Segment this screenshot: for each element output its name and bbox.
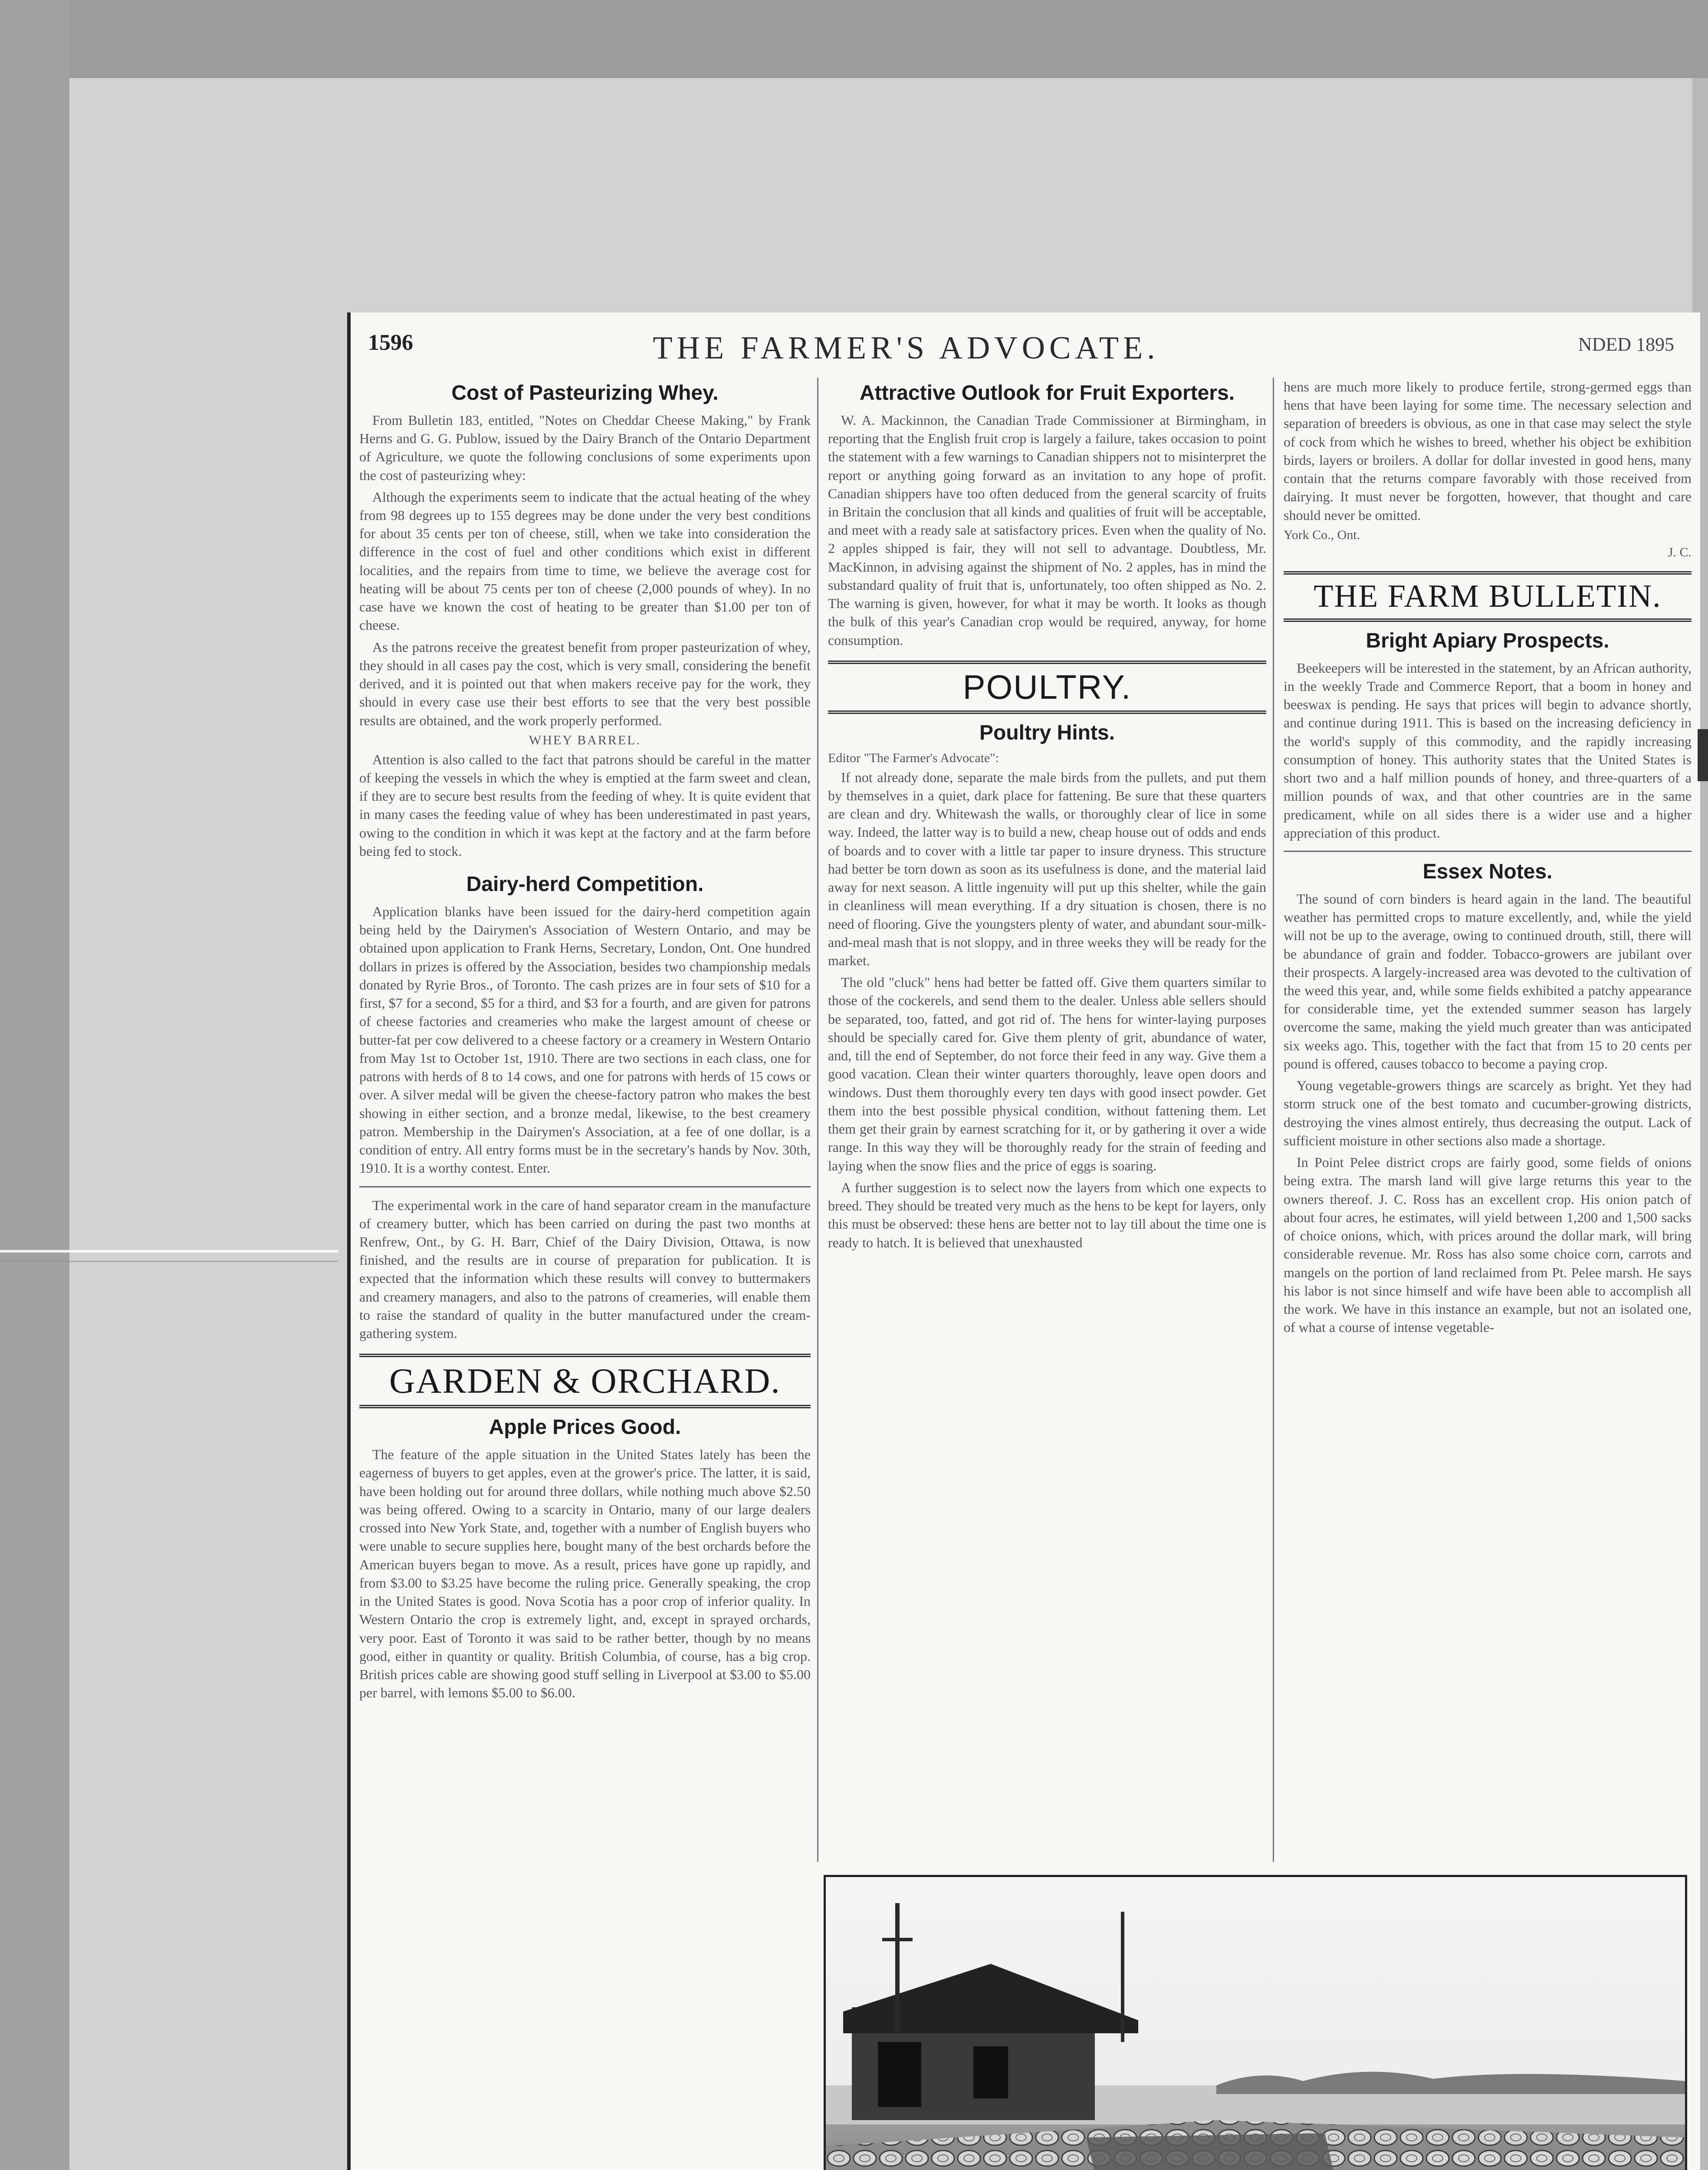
- article-paragraph: Beekeepers will be interested in the statement, by an African authority, in the weekly Trade and Commerce Report, that a boom in honey and beeswax is pending. He says that prices will begin to advance shortly, and continue during 1911. This is based on the increasing deficiency in the world's supply of this commodity, and the rapidly increasing consumption of honey. This authority states that the United States is short two and a half million pounds of honey, and three-quarters of a million pounds of wax, and that other countries are in the same predicament, while on all sides there is a wider use and a higher appreciation of this product.: [1284, 660, 1692, 841]
- subheading-whey-barrel: WHEY BARREL.: [529, 733, 641, 747]
- article-paragraph: Young vegetable-growers things are scarcely as bright. Yet they had storm struck one of the best tomato and cucumber-growing districts, destroying the vines almost entirely, thus decreasing the output. Lack of sufficient moisture in other sections also made a shortage.: [1284, 1078, 1692, 1148]
- paper-title: THE FARMER'S ADVOCATE.: [653, 330, 1159, 366]
- article-paragraph: Attention is also called to the fact that patrons should be careful in the matter of keeping the vessels in which the whey is emptied at the farm sweet and clean, if they are to secure best results from the feeding of whey. It is quite evident that in many cases the feeding value of whey has been underestimated in past years, owing to the condition in which it was kept at the factory and at the farm before being fed to stock.: [359, 751, 811, 859]
- article-divider: [1284, 851, 1692, 852]
- article-paragraph: The feature of the apple situation in the United States lately has been the eagerness of buyers to get apples, even at the grower's price. The latter, it is said, have been holding out for around three dollars, while nothing much above $2.50 was being offered. Owing to a scarcity in Ontario, many of our large dealers crossed into New York State, and, together with a number of English buyers who were unable to secure supplies here, bought many of the best orchards before the American buyers began to move. As a result, prices have gone up rapidly, and from $3.00 to $3.25 have become the ruling price. Generally speaking, the crop in the United States is good. Nova Scotia has a poor crop of inferior quality. In Western Ontario the crop is extremely light, and, except in sprayed orchards, very poor. East of Toronto it was said to be rather better, though by no means good, either in quantity or quality. British Columbia, of course, has a big crop. British prices cable are showing good stuff selling in Liverpool at $3.00 to $5.00 per barrel, with lemons $5.00 to $6.00.: [359, 1447, 811, 1701]
- article-paragraph: The old "cluck" hens had better be fatted off. Give them quarters similar to those of the cockerels, and send them to the dealer. Unless able sellers should be separated, too, fatted, and got rid of. The hens for winter-laying purposes should be specially cared for. Give them plenty of grit, abundance of water, and, till the end of September, do not force their feed in any way. Give them a good vacation. Clean their winter quarters thoroughly, leave open doors and windows. Dust them thoroughly every ten days with good insect powder. Get them into the best possible physical condition, without fattening them. Let them get their grain by earnest scratching for it, or by gathering it over a wide range. In this way they will be thoroughly ready for the strain of feeding and laying when the snow flies and the price of eggs is soaring.: [828, 974, 1266, 1174]
- photo-block: [824, 1875, 1692, 2170]
- article-title-fruit-exporters: Attractive Outlook for Fruit Exporters.: [859, 381, 1235, 404]
- article-title-poultry-hints: Poultry Hints.: [979, 721, 1115, 744]
- byline: Editor "The Farmer's Advocate":: [828, 750, 999, 765]
- article-paragraph: Application blanks have been issued for the dairy-herd competition again being held by the Dairymen's Association of Western Ontario, and may be obtained upon application to Frank Herns, Secretary, London, Ont. One hundred dollars in prizes is offered by the Association, besides two championship medals donated by Ryrie Bros., of Toronto. The cash prizes are in four sets of $10 for a first, $7 for a second, $5 for a third, and $3 for a fourth, and are given for patrons of cheese factories and creameries who make the largest amount of cheese or butter-fat per cow delivered to a cheese factory or a creamery in Western Ontario from May 1st to October 1st, 1910. There are two sections in each class, one for patrons with herds of 8 to 14 cows, and one for patrons with herds of 15 cows or over. A silver medal will be given the cheese-factory patron who makes the best showing in either section, and a bronze medal, likewise, to the best creamery patron. Membership in the Dairymen's Association, at a fee of one dollar, is a condition of entry. All entry forms must be in the secretary's hands by Nov. 30th, 1910. It is a worthy contest. Enter.: [359, 903, 811, 1176]
- article-paragraph: As the patrons receive the greatest benefit from proper pasteurization of whey, they should in all cases pay the cost, which is very small, considering the benefit derived, and it is pointed out that when makers receive pay for the work, they should in every case use their best efforts to see that the very best possible results are obtained, and the work properly performed.: [359, 639, 811, 728]
- page-number: 1596: [368, 330, 413, 355]
- column-3: [1284, 378, 1692, 1340]
- place-line: York Co., Ont.: [1284, 527, 1360, 542]
- newspaper-page: [347, 312, 1700, 2170]
- scan-left-margin: [0, 0, 69, 2170]
- scan-top-margin: [0, 0, 1708, 78]
- column-1: [359, 378, 811, 1705]
- article-paragraph: The sound of corn binders is heard again in the land. The beautiful weather has permitted crops to mature excellently, and, while the yield will not be up to the average, owing to continued drouth, still, there will be abundance of grain and fodder. Tobacco-growers are jubilant over their prospects. A largely-increased area was devoted to the cultivation of the weed this year, and, while some fields exhibited a patchy appearance for considerable time, yet the extended summer season has largely overcome the same, making the yield much greater than was anticipated six weeks ago. This, together with the fact that from 15 to 20 cents per pound is offered, causes tobacco to become a paying crop.: [1284, 891, 1692, 1072]
- article-title-apiary: Bright Apiary Prospects.: [1366, 629, 1609, 652]
- running-header: [351, 326, 1700, 365]
- apple-shipment-photo: [824, 1875, 1687, 2170]
- article-paragraph: hens are much more likely to produce fertile, strong-germed eggs than hens that have been laying for some time. The necessary selection and separation of breeders is obvious, as one in that case may select the style of cock from which he wishes to breed, whether his object be exhibition birds, layers or broilers. A dollar for dollar invested in good hens, many contain that the returns compare favorably with those received from dairying. It must never be forgotten, however, that thought and care should never be omitted.: [1284, 379, 1692, 523]
- article-paragraph: From Bulletin 183, entitled, "Notes on Cheddar Cheese Making," by Frank Herns and G. G. Publow, issued by the Dairy Branch of the Ontario Department of Agriculture, we quote the following conclusions of some experiments upon the cost of pasteurizing whey:: [359, 412, 811, 483]
- section-header-farm-bulletin: THE FARM BULLETIN.: [1284, 571, 1692, 622]
- section-header-garden-orchard: GARDEN & ORCHARD.: [359, 1354, 811, 1408]
- column-2: [828, 378, 1266, 1255]
- article-paragraph: Although the experiments seem to indicate that the actual heating of the whey from 98 degrees up to 155 degrees may be done under the very best conditions for about 35 cents per ton of cheese, still, when we take into consideration the difference in the cost of fuel and other conditions which exist in different localities, and the repairs from time to time, we believe the average cost for heating will be about 75 cents per ton of cheese (2,000 pounds of whey). In no case have we known the cost of heating to be greater than $1.00 per ton of cheese.: [359, 489, 811, 633]
- scan-artifact-line: [0, 1250, 338, 1253]
- article-title-pasteurizing: Cost of Pasteurizing Whey.: [451, 381, 719, 404]
- article-divider: [359, 1186, 811, 1187]
- date-fragment: NDED 1895: [1578, 334, 1674, 355]
- article-paragraph: In Point Pelee district crops are fairly good, some fields of onions being extra. The marsh land will give large returns this year to the owners thereof. J. C. Ross has an excellent crop. His onion patch of about four acres, he estimates, will yield between 1,200 and 1,500 sacks of choice onions, which, with prices around the dollar mark, will bring considerable revenue. Mr. Ross has also some choice corn, carrots and mangels on the portion of land reclaimed from Pt. Pelee marsh. He says his labor is not since himself and wife have been able to accomplish all the work. We have in this instance an example, but not an isolated one, of what a course of intense vegetable-: [1284, 1154, 1692, 1335]
- column-rule-right: [1273, 378, 1274, 1862]
- article-title-apple-prices: Apple Prices Good.: [489, 1416, 681, 1439]
- column-rule-left: [817, 378, 818, 1862]
- article-title-essex-notes: Essex Notes.: [1422, 860, 1553, 884]
- article-paragraph: The experimental work in the care of hand separator cream in the manufacture of creamery butter, which has been carried on during the past two months at Renfrew, Ont., by G. H. Barr, Chief of the Dairy Division, Ottawa, is now finished, and the results are in course of preparation for publication. It is expected that the information which these results will convey to buttermakers and creamery managers, and also to the patrons of creameries, will enable them to raise the standard of quality in the butter manufactured under the cream-gathering system.: [359, 1197, 811, 1341]
- section-header-poultry: POULTRY.: [828, 661, 1266, 714]
- signature: J. C.: [1668, 545, 1692, 559]
- scan-edge-mark: [1698, 729, 1708, 781]
- article-paragraph: A further suggestion is to select now the layers from which one expects to breed. They should be treated very much as the hens to be kept for layers, only this must be observed: these hens are better not to lay till about the time one is ready to hatch. It is believed that unexhausted: [828, 1179, 1266, 1250]
- scan-artifact-line-shadow: [0, 1261, 338, 1262]
- article-paragraph: W. A. Mackinnon, the Canadian Trade Commissioner at Birmingham, in reporting that the English fruit crop is largely a failure, takes occasion to point the statement with a few warnings to Canadian shippers not to misinterpret the report or anything going forward as an invitation to any hope of profit. Canadian shippers have too often deduced from the general scarcity of fruits in Britain the conclusion that all kinds and qualities of fruit will be acceptable, and meet with a ready sale at satisfactory prices. Even when the quality of No. 2 apples shipped is fair, they will not sell to advantage. Doubtless, Mr. MacKinnon, in advising against the shipment of No. 2 apples, has in mind the substandard quality of fruit that is, unfortunately, too often shipped as No. 2. The warning is given, however, for what it may be worth. It looks as though the bulk of this year's Canadian crop would be required, anyway, for home consumption.: [828, 412, 1266, 648]
- article-title-dairy-herd: Dairy-herd Competition.: [466, 873, 704, 896]
- article-paragraph: If not already done, separate the male birds from the pullets, and put them by themselves in a quiet, dark place for fattening. Be sure that these quarters are clean and dry. Whitewash the walls, or thoroughly clear of lice in some way. Indeed, the latter way is to build a new, cheap house out of odds and ends of boards and to cover with a little tar paper to insure dryness. This structure had better be torn down as soon as its usefulness is done, and the material laid away for next season. A little ingenuity will put up this shelter, while the gain in cleanliness will mean everything. If a dry situation is chosen, there is no need of flooring. Give the youngsters plenty of water, and abundant sour-milk-and-meal mash that is not sloppy, and in three weeks they will be ready for the market.: [828, 769, 1266, 968]
